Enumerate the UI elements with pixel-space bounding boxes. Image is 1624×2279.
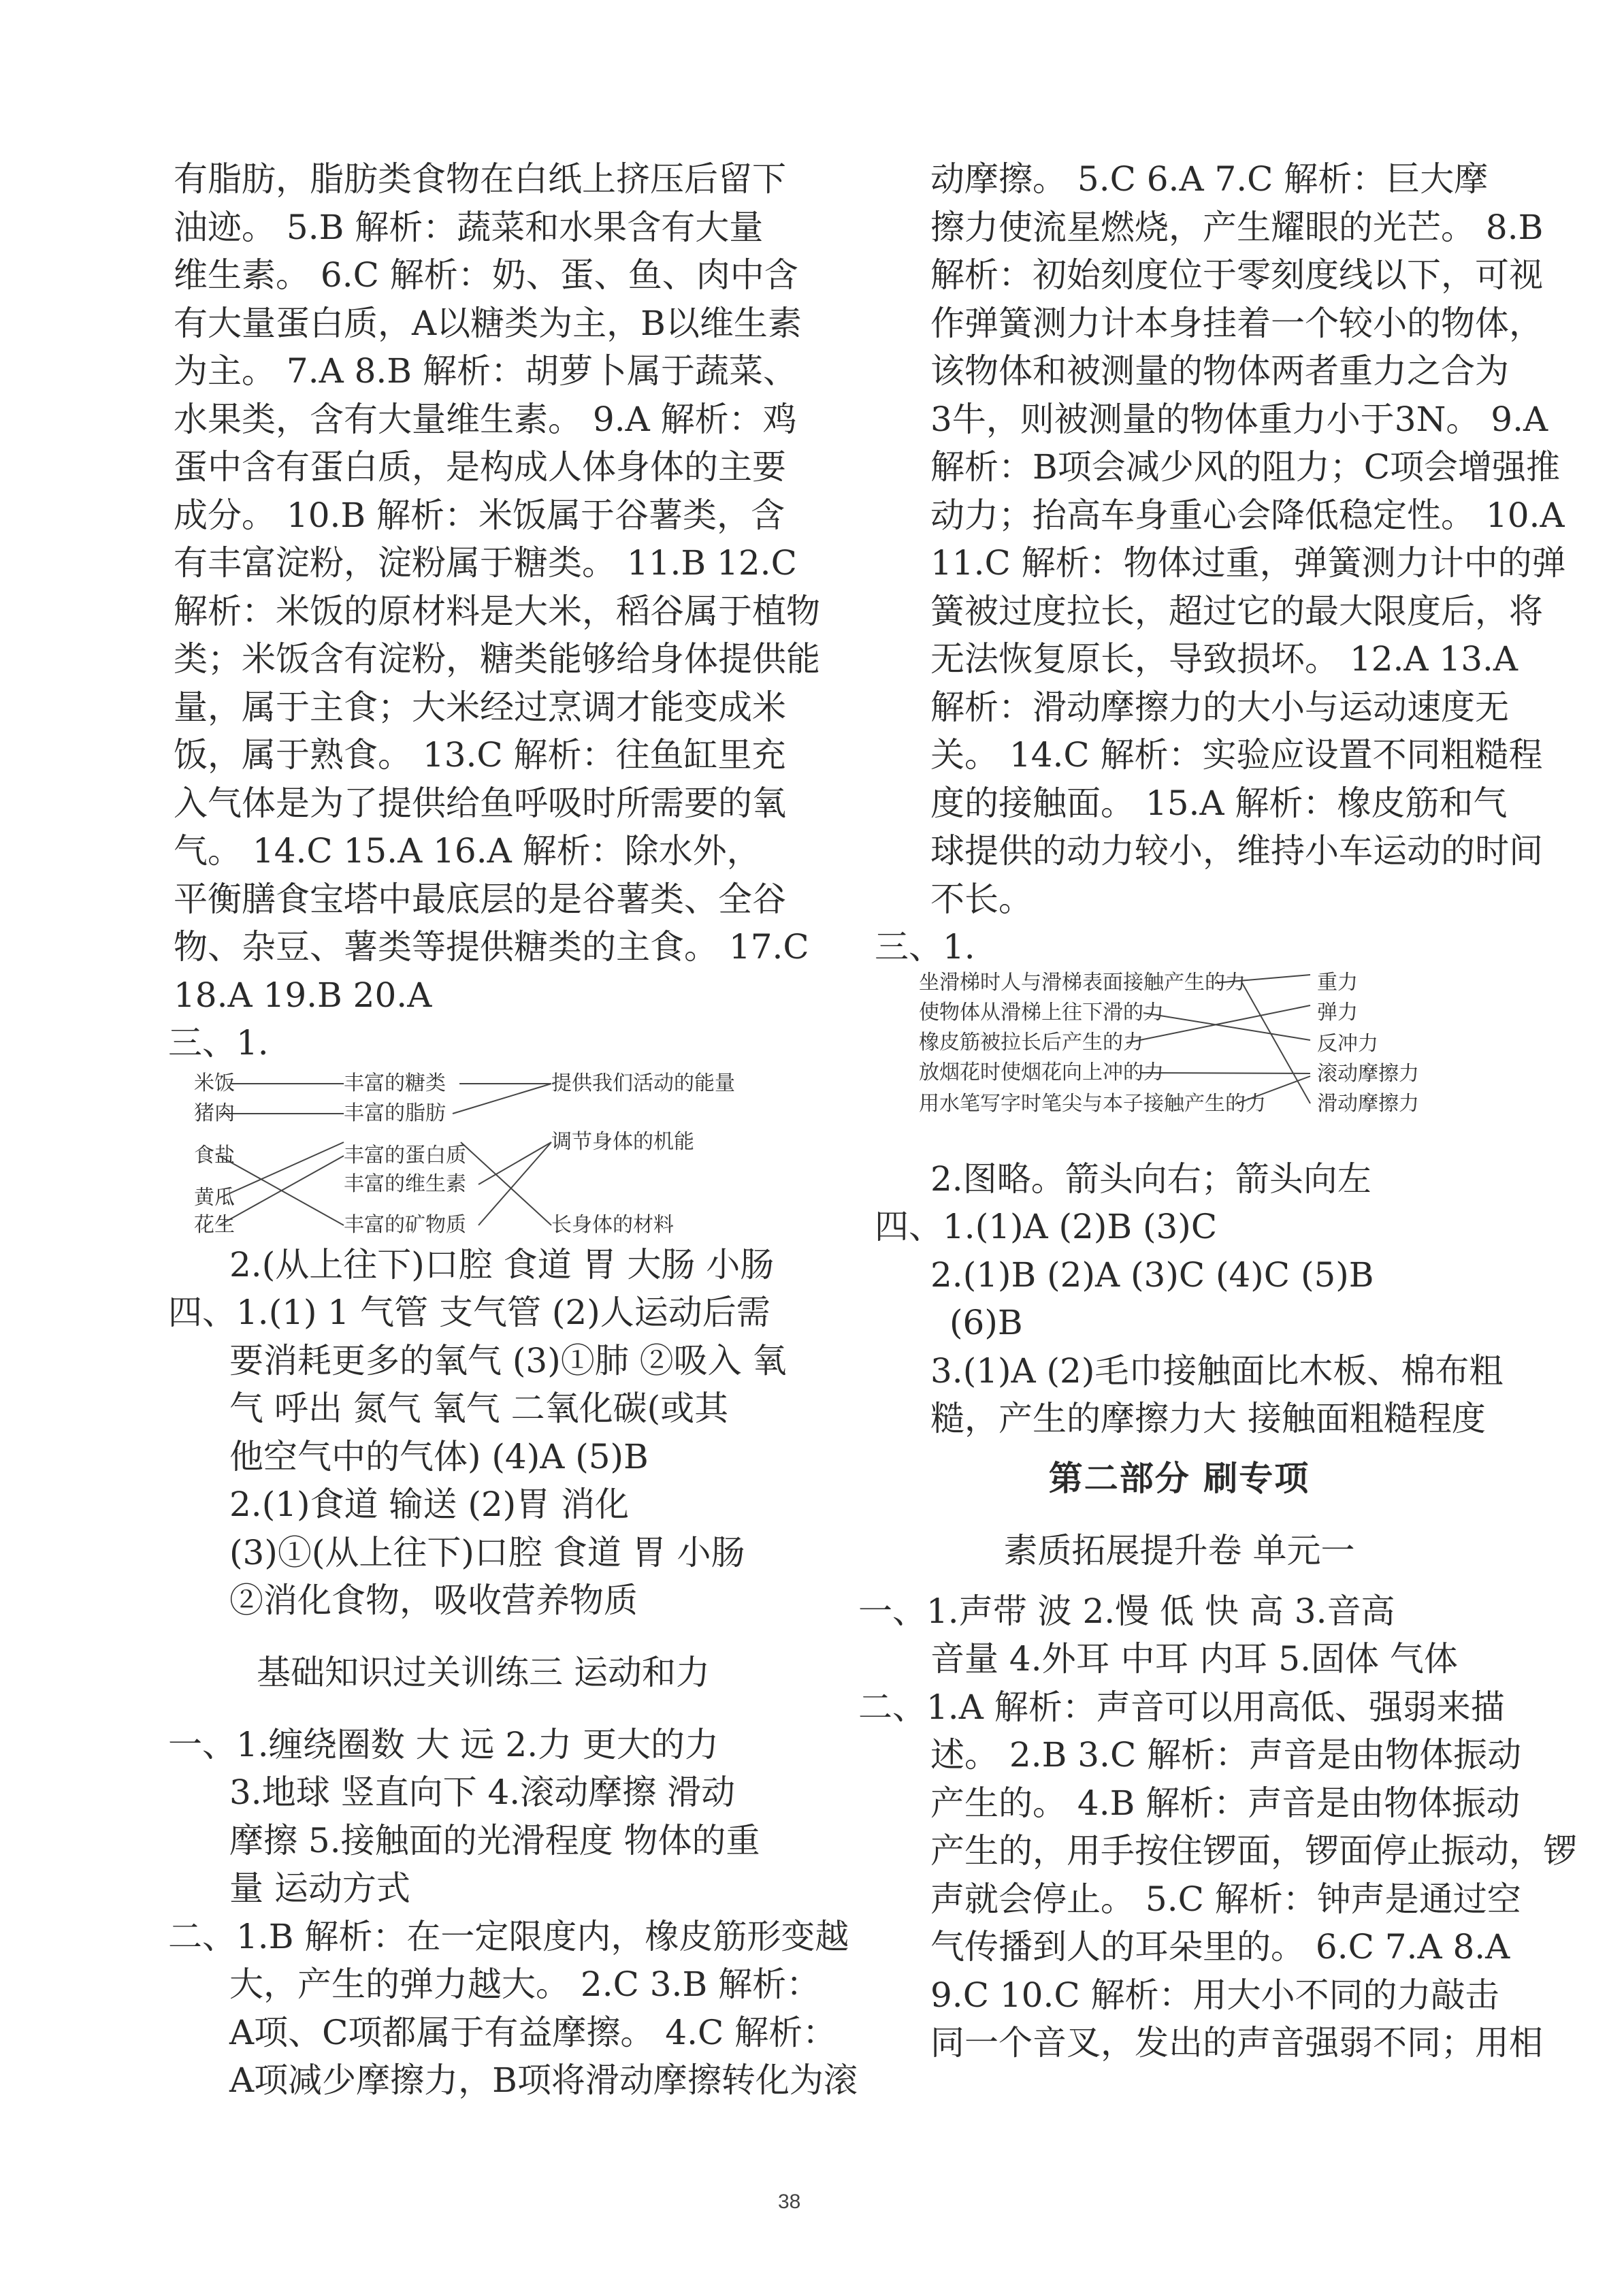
text-line: 关。 14.C 解析：实验应设置不同粗糙程	[930, 735, 1543, 775]
left-answers-block-2	[168, 1241, 793, 1625]
section-3-label: 三、1.	[875, 927, 975, 967]
part-two-heading: 第二部分 刷专项	[1048, 1458, 1310, 1499]
text-line: 2.(从上往下)口腔 食道 胃 大肠 小肠	[229, 1244, 775, 1284]
text-line: 四、1.(1) 1 气管 支气管 (2)人运动后需	[168, 1293, 770, 1332]
text-line: A项、C项都属于有益摩擦。 4.C 解析：	[229, 2012, 837, 2052]
unit-one-heading: 素质拓展提升卷 单元一	[1003, 1531, 1355, 1571]
text-line: 水果类，含有大量维生素。 9.A 解析：鸡	[174, 399, 797, 439]
text-line: 3牛，则被测量的物体重力小于3N。 9.A	[930, 399, 1548, 439]
text-line: 量 运动方式	[229, 1869, 410, 1908]
text-line: 无法恢复原长，导致损坏。 12.A 13.A	[930, 639, 1519, 679]
text-line: 为主。 7.A 8.B 解析：胡萝卜属于蔬菜、	[174, 351, 797, 391]
food-label: 米饭	[194, 1071, 235, 1095]
function-label: 长身体的材料	[551, 1212, 674, 1237]
text-line: 解析：初始刻度位于零刻度线以下，可视	[930, 255, 1543, 295]
text-line: 气传播到人的耳朵里的。 6.C 7.A 8.A	[930, 1927, 1510, 1967]
text-line: 一、1.缠绕圈数 大 远 2.力 更大的力	[168, 1724, 719, 1764]
text-line: 维生素。 6.C 解析：奶、蛋、鱼、肉中含	[174, 255, 798, 295]
text-line: 作弹簧测力计本身挂着一个较小的物体，	[930, 303, 1543, 343]
text-line: 油迹。 5.B 解析：蔬菜和水果含有大量	[174, 207, 764, 247]
text-line: 同一个音叉，发出的声音强弱不同；用相	[930, 2023, 1543, 2063]
text-line: 述。 2.B 3.C 解析：声音是由物体振动	[930, 1735, 1522, 1775]
function-label: 调节身体的机能	[551, 1129, 694, 1154]
text-line: 球提供的动力较小，维持小车运动的时间	[930, 831, 1543, 871]
nutrient-label: 丰富的蛋白质	[344, 1143, 466, 1167]
nutrient-label: 丰富的脂肪	[344, 1101, 446, 1125]
left-answers-block-1	[174, 155, 820, 1019]
text-line: 18.A 19.B 20.A	[174, 975, 432, 1015]
text-line: 要消耗更多的氧气 (3)①肺 ②吸入 氧	[229, 1340, 787, 1380]
text-line: 他空气中的气体) (4)A (5)B	[229, 1436, 649, 1476]
text-line: 音量 4.外耳 中耳 内耳 5.固体 气体	[930, 1639, 1458, 1679]
text-line: 蛋中含有蛋白质，是构成人体身体的主要	[174, 447, 786, 487]
text-line: 二、1.A 解析：声音可以用高低、强弱来描	[858, 1687, 1505, 1727]
food-label: 花生	[194, 1212, 235, 1237]
text-line: 量，属于主食；大米经过烹调才能变成米	[174, 687, 786, 727]
text-line: 动力；抬高车身重心会降低稳定性。 10.A	[930, 495, 1565, 535]
text-line: 一、1.声带 波 2.慢 低 快 高 3.音高	[858, 1591, 1395, 1631]
text-line: 2.图略。箭头向右；箭头向左	[930, 1159, 1371, 1199]
right-answers-block-2	[875, 1155, 1504, 1443]
scenario-label: 放烟花时使烟花向上冲的力	[919, 1060, 1164, 1084]
nutrient-label: 丰富的维生素	[344, 1171, 466, 1196]
force-type-label: 重力	[1317, 970, 1358, 995]
left-answers-block-3	[168, 1721, 858, 2105]
text-line: 9.C 10.C 解析：用大小不同的力敲击	[930, 1975, 1499, 2015]
text-line: 2.(1)食道 输送 (2)胃 消化	[229, 1485, 630, 1524]
right-answers-block-1	[875, 155, 1566, 923]
nutrient-label: 丰富的糖类	[344, 1071, 446, 1095]
text-line: 3.(1)A (2)毛巾接触面比木板、棉布粗	[930, 1351, 1504, 1391]
scenario-label: 使物体从滑梯上往下滑的力	[919, 1000, 1164, 1024]
function-label: 提供我们活动的能量	[551, 1071, 735, 1095]
text-line: 成分。 10.B 解析：米饭属于谷薯类，含	[174, 495, 785, 535]
text-line: 2.(1)B (2)A (3)C (4)C (5)B	[930, 1255, 1374, 1295]
text-line: 11.C 解析：物体过重，弹簧测力计中的弹	[930, 543, 1566, 583]
left-column	[168, 155, 858, 2105]
text-line: 产生的。 4.B 解析：声音是由物体振动	[930, 1783, 1521, 1823]
text-line: 该物体和被测量的物体两者重力之合为	[930, 351, 1509, 391]
text-line: 产生的，用手按住锣面，锣面停止振动，锣	[930, 1831, 1577, 1871]
text-line: 解析：米饭的原材料是大米，稻谷属于植物	[174, 591, 820, 631]
text-line: 糙，产生的摩擦力大 接触面粗糙程度	[930, 1399, 1486, 1438]
matching-diagram-forces	[875, 971, 1484, 1155]
text-line: 平衡膳食宝塔中最底层的是谷薯类、全谷	[174, 879, 786, 919]
food-label: 猪肉	[194, 1101, 235, 1125]
text-line: 度的接触面。 15.A 解析：橡皮筋和气	[930, 783, 1508, 823]
section-3-label: 三、1.	[168, 1023, 269, 1063]
right-column	[858, 155, 1577, 2067]
text-line: (6)B	[949, 1303, 1023, 1342]
scenario-label: 坐滑梯时人与滑梯表面接触产生的力	[919, 970, 1246, 995]
page-number: 38	[778, 2191, 801, 2213]
food-label: 食盐	[194, 1143, 235, 1167]
right-answers-block-3	[858, 1587, 1577, 2067]
text-line: 有大量蛋白质，A以糖类为主，B以维生素	[174, 303, 802, 343]
matching-diagram-nutrition	[174, 1067, 793, 1241]
text-line: ②消化食物，吸收营养物质	[229, 1581, 638, 1620]
text-line: 擦力使流星燃烧，产生耀眼的光芒。 8.B	[930, 207, 1544, 247]
text-line: 入气体是为了提供给鱼呼吸时所需要的氧	[174, 783, 786, 823]
text-line: 大，产生的弹力越大。 2.C 3.B 解析：	[229, 1965, 821, 2004]
nutrient-label: 丰富的矿物质	[344, 1212, 466, 1237]
text-line: 气。 14.C 15.A 16.A 解析：除水外，	[174, 831, 761, 871]
food-label: 黄瓜	[194, 1185, 235, 1210]
force-type-label: 弹力	[1317, 1000, 1358, 1024]
text-line: 有脂肪，脂肪类食物在白纸上挤压后留下	[174, 159, 786, 199]
force-type-label: 滚动摩擦力	[1317, 1061, 1419, 1086]
text-line: 二、1.B 解析：在一定限度内，橡皮筋形变越	[168, 1916, 849, 1956]
text-line: 摩擦 5.接触面的光滑程度 物体的重	[229, 1820, 760, 1860]
text-line: 饭，属于熟食。 13.C 解析：往鱼缸里充	[174, 735, 786, 775]
text-line: (3)①(从上往下)口腔 食道 胃 小肠	[229, 1532, 745, 1572]
text-line: 有丰富淀粉，淀粉属于糖类。 11.B 12.C	[174, 543, 797, 583]
section-heading-motion-force: 基础知识过关训练三 运动和力	[257, 1652, 710, 1692]
text-line: 物、杂豆、薯类等提供糖类的主食。 17.C	[174, 927, 809, 967]
text-line: 3.地球 竖直向下 4.滚动摩擦 滑动	[229, 1773, 736, 1812]
text-line: 解析：B项会减少风的阻力；C项会增强推	[930, 447, 1560, 487]
text-line: 类；米饭含有淀粉，糖类能够给身体提供能	[174, 639, 820, 679]
text-line: A项减少摩擦力，B项将滑动摩擦转化为滚	[229, 2060, 858, 2100]
text-line: 簧被过度拉长，超过它的最大限度后，将	[930, 591, 1543, 631]
force-type-label: 滑动摩擦力	[1317, 1091, 1419, 1116]
scenario-label: 橡皮筋被拉长后产生的力	[919, 1030, 1143, 1054]
scenario-label: 用水笔写字时笔尖与本子接触产生的力	[919, 1091, 1266, 1116]
text-line: 不长。	[930, 879, 1033, 919]
text-line: 四、1.(1)A (2)B (3)C	[875, 1207, 1218, 1246]
text-line: 声就会停止。 5.C 解析：钟声是通过空	[930, 1879, 1521, 1919]
text-line: 气 呼出 氮气 氧气 二氧化碳(或其	[229, 1389, 729, 1428]
force-type-label: 反冲力	[1317, 1031, 1378, 1056]
text-line: 动摩擦。 5.C 6.A 7.C 解析：巨大摩	[930, 159, 1489, 199]
text-line: 解析：滑动摩擦力的大小与运动速度无	[930, 687, 1509, 727]
